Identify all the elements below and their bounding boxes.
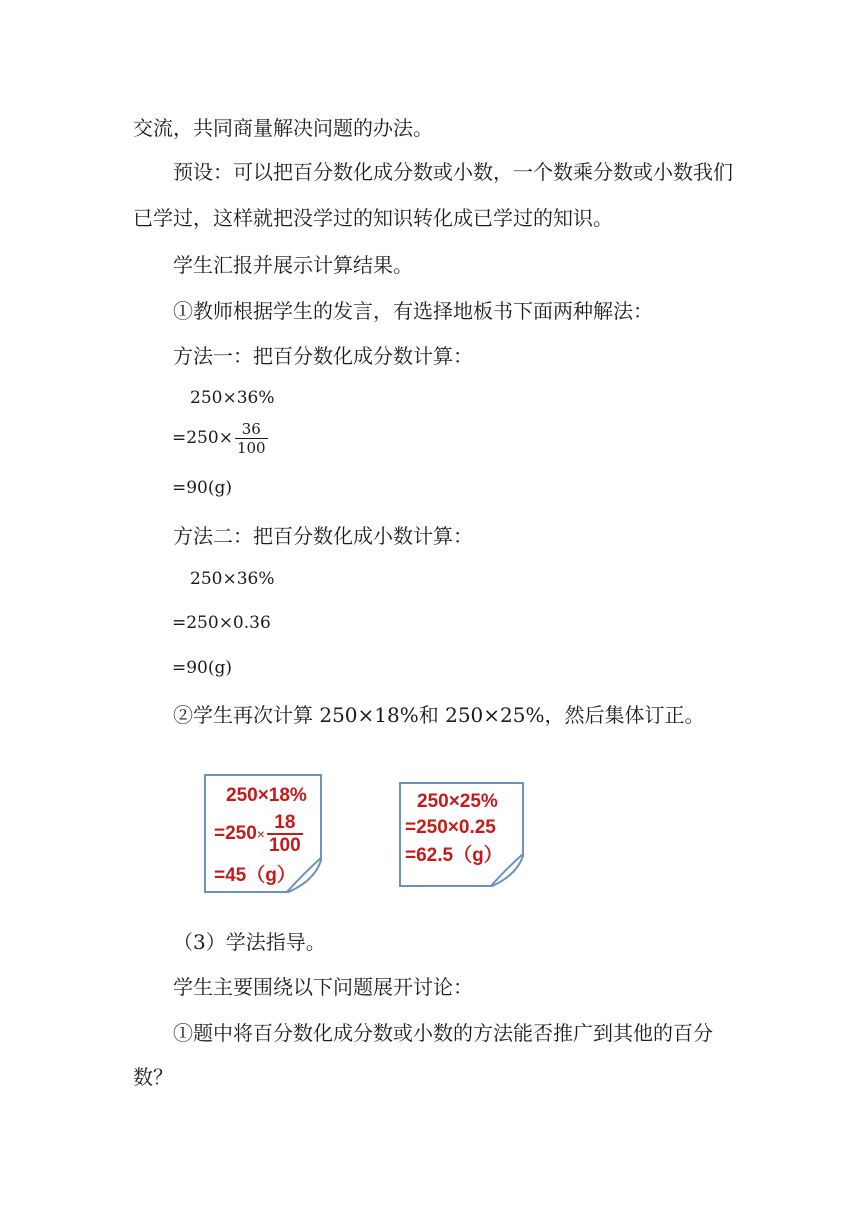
paragraph-4: ①教师根据学生的发言，有选择地板书下面两种解法： <box>173 299 653 323</box>
card-2-line-1: 250×25% <box>417 791 498 812</box>
paragraph-2-line-2: 已学过，这样就把没学过的知识转化成已学过的知识。 <box>133 206 613 230</box>
card-1-line-3: =45（g） <box>214 865 296 886</box>
card-1-fraction-numerator: 18 <box>267 812 303 835</box>
method-1-fraction <box>235 420 268 457</box>
paragraph-8-line-1: ①题中将百分数化成分数或小数的方法能否推广到其他的百分 <box>173 1021 713 1045</box>
method-1-line-2-prefix: =250× <box>172 428 233 448</box>
paragraph-5: ②学生再次计算 250×18%和 250×25%，然后集体订正。 <box>173 703 705 727</box>
card-1-line-2-prefix: =250 <box>214 823 257 845</box>
method-1-line-1: 250×36% <box>190 388 275 408</box>
note-card-1 <box>204 774 322 893</box>
method-2-line-1: 250×36% <box>190 569 275 589</box>
method-2-title: 方法二：把百分数化成小数计算： <box>173 524 473 548</box>
method-1-title: 方法一：把百分数化成分数计算： <box>173 344 473 368</box>
fraction-denominator: 100 <box>236 439 266 457</box>
paragraph-6: （3）学法指导。 <box>173 930 326 954</box>
paragraph-7: 学生主要围绕以下问题展开讨论： <box>173 975 473 999</box>
paragraph-8-line-2: 数？ <box>133 1065 173 1089</box>
paragraph-3: 学生汇报并展示计算结果。 <box>173 253 413 277</box>
method-2-line-3: =90(g) <box>172 658 233 678</box>
fraction-numerator: 36 <box>235 420 268 439</box>
card-1-fraction <box>267 812 303 856</box>
card-1-line-2 <box>214 812 303 856</box>
card-2-line-2: =250×0.25 <box>405 817 496 838</box>
method-1-line-3: =90(g) <box>172 478 233 498</box>
note-card-2 <box>399 782 524 887</box>
card-1-times-sign: × <box>256 826 265 843</box>
card-1-line-1: 250×18% <box>226 785 307 806</box>
method-2-line-2: =250×0.36 <box>172 613 271 633</box>
card-1-fraction-denominator: 100 <box>268 835 301 856</box>
paragraph-2-line-1: 预设：可以把百分数化成分数或小数，一个数乘分数或小数我们 <box>173 160 733 184</box>
paragraph-1: 交流，共同商量解决问题的办法。 <box>133 116 433 140</box>
card-2-line-3: =62.5（g） <box>405 845 503 866</box>
method-1-line-2 <box>172 420 268 457</box>
